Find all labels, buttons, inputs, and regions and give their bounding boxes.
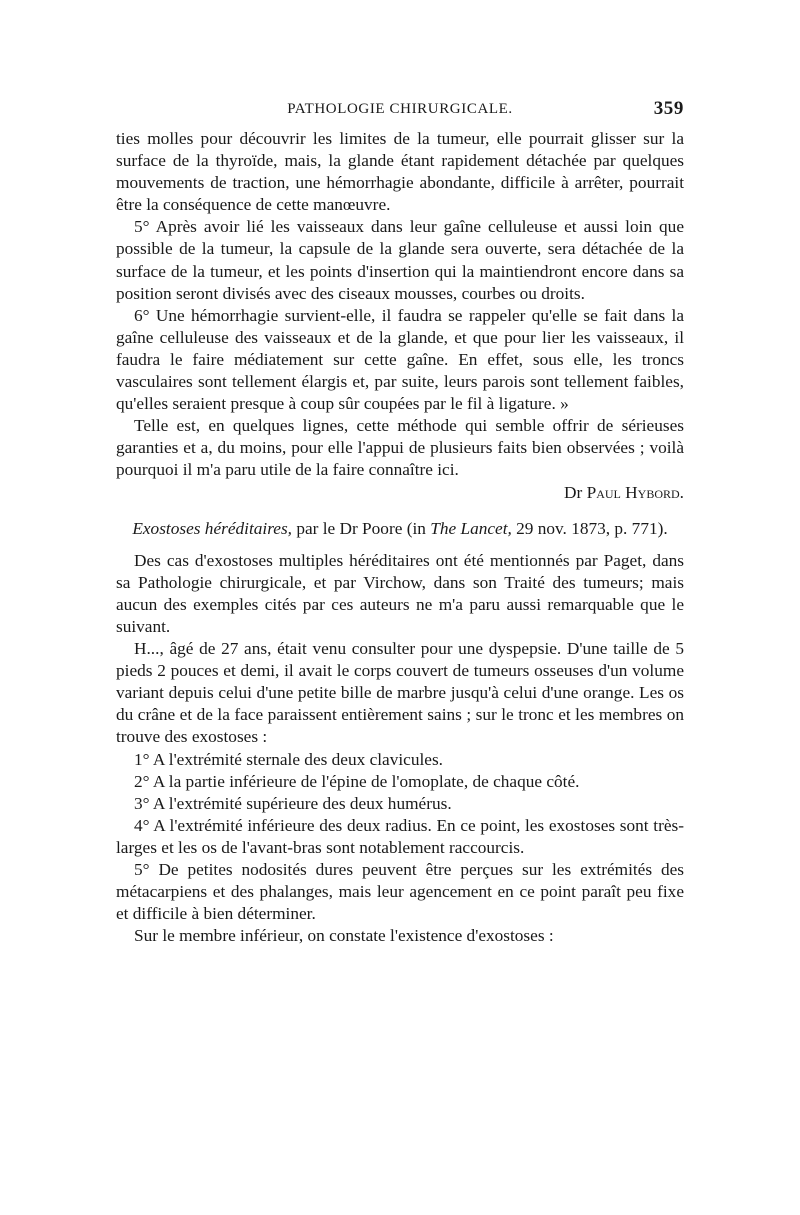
page-body — [116, 128, 684, 947]
list-item: 4° A l'extrémité inférieure des deux radius. En ce point, les exostoses sont très-larges et les os de l'avant-bras sont notablement raccourcis. — [116, 815, 684, 857]
paragraph-continuation: ties molles pour découvrir les limites de la tumeur, elle pourrait glisser sur la surface de la thyroïde, mais, la glande étant rapidement détachée par quelques mouvements de traction, une hémorrhagie abondante, difficile à arrêter, pourrait être la conséquence de cette manœuvre. — [116, 129, 684, 215]
author-signature — [116, 482, 684, 504]
list-item: 1° A l'extrémité sternale des deux clavicules. — [134, 749, 443, 769]
list-item: 5° De petites nodosités dures peuvent être perçues sur les extrémités des métacarpiens et des phalanges, mais leur agencement en ce point paraît peu fixe et difficile à bien déterminer. — [116, 860, 684, 924]
paragraph-point-6: 6° Une hémorrhagie survient-elle, il faudra se rappeler qu'elle se fait dans la gaîne celluleuse des vaisseaux et de la glande, et que pour lier les vaisseaux, il faudra le faire médiatement sur cette gaîne. En effet, sous elle, les troncs vasculaires sont tellement élargis et, par suite, leurs parois sont tellement faibles, qu'elles seraient presque à coup sûr coupées par le fil à ligature. » — [116, 305, 684, 414]
page-number: 359 — [653, 98, 684, 119]
running-title: PATHOLOGIE CHIRURGICALE. — [287, 101, 513, 117]
article-title-author: par le Dr Poore (in — [292, 518, 431, 538]
signature-name: Paul Hybord. — [586, 482, 684, 502]
list-item: 2° A la partie inférieure de l'épine de l'omoplate, de chaque côté. — [134, 771, 580, 791]
page — [116, 98, 684, 947]
article-title-reference: 29 nov. 1873, p. 771). — [511, 518, 668, 538]
article-title-journal: The Lancet, — [430, 518, 512, 538]
page-header — [116, 98, 684, 122]
paragraph-lower-limb: Sur le membre inférieur, on constate l'existence d'exostoses : — [134, 926, 554, 946]
paragraph-case: H..., âgé de 27 ans, était venu consulter pour une dyspepsie. D'une taille de 5 pieds 2 pouces et demi, il avait le corps couvert de tumeurs osseuses d'un volume variant depuis celui d'une petite bille de marbre jusqu'à celui d'une orange. Les os du crâne et de la face paraissent entièrement sains ; sur le tronc et les membres on trouve des exostoses : — [116, 639, 684, 747]
article-title-main: Exostoses héréditaires, — [132, 518, 292, 538]
article-title — [116, 518, 684, 540]
paragraph-conclusion: Telle est, en quelques lignes, cette méthode qui semble offrir de sérieuses garanties et a, du moins, pour elle l'appui de plusieurs faits bien observées ; voilà pourquoi il m'a paru utile de la faire connaître ici. — [116, 416, 684, 480]
signature-prefix: Dr — [564, 482, 583, 502]
list-item: 3° A l'extrémité supérieure des deux humérus. — [134, 793, 452, 813]
paragraph-point-5: 5° Après avoir lié les vaisseaux dans leur gaîne celluleuse et aussi loin que possible de la tumeur, la capsule de la glande sera ouverte, sera détachée de la surface de la tumeur, et les points d'insertion qui la maintiendront encore dans sa position seront divisés avec des ciseaux mousses, courbes ou droits. — [116, 217, 684, 303]
paragraph-intro: Des cas d'exostoses multiples héréditaires ont été mentionnés par Paget, dans sa Pathologie chirurgicale, et par Virchow, dans son Traité des tumeurs; mais aucun des exemples cités par ces auteurs ne m'a paru aussi remarquable que le suivant. — [116, 550, 684, 636]
